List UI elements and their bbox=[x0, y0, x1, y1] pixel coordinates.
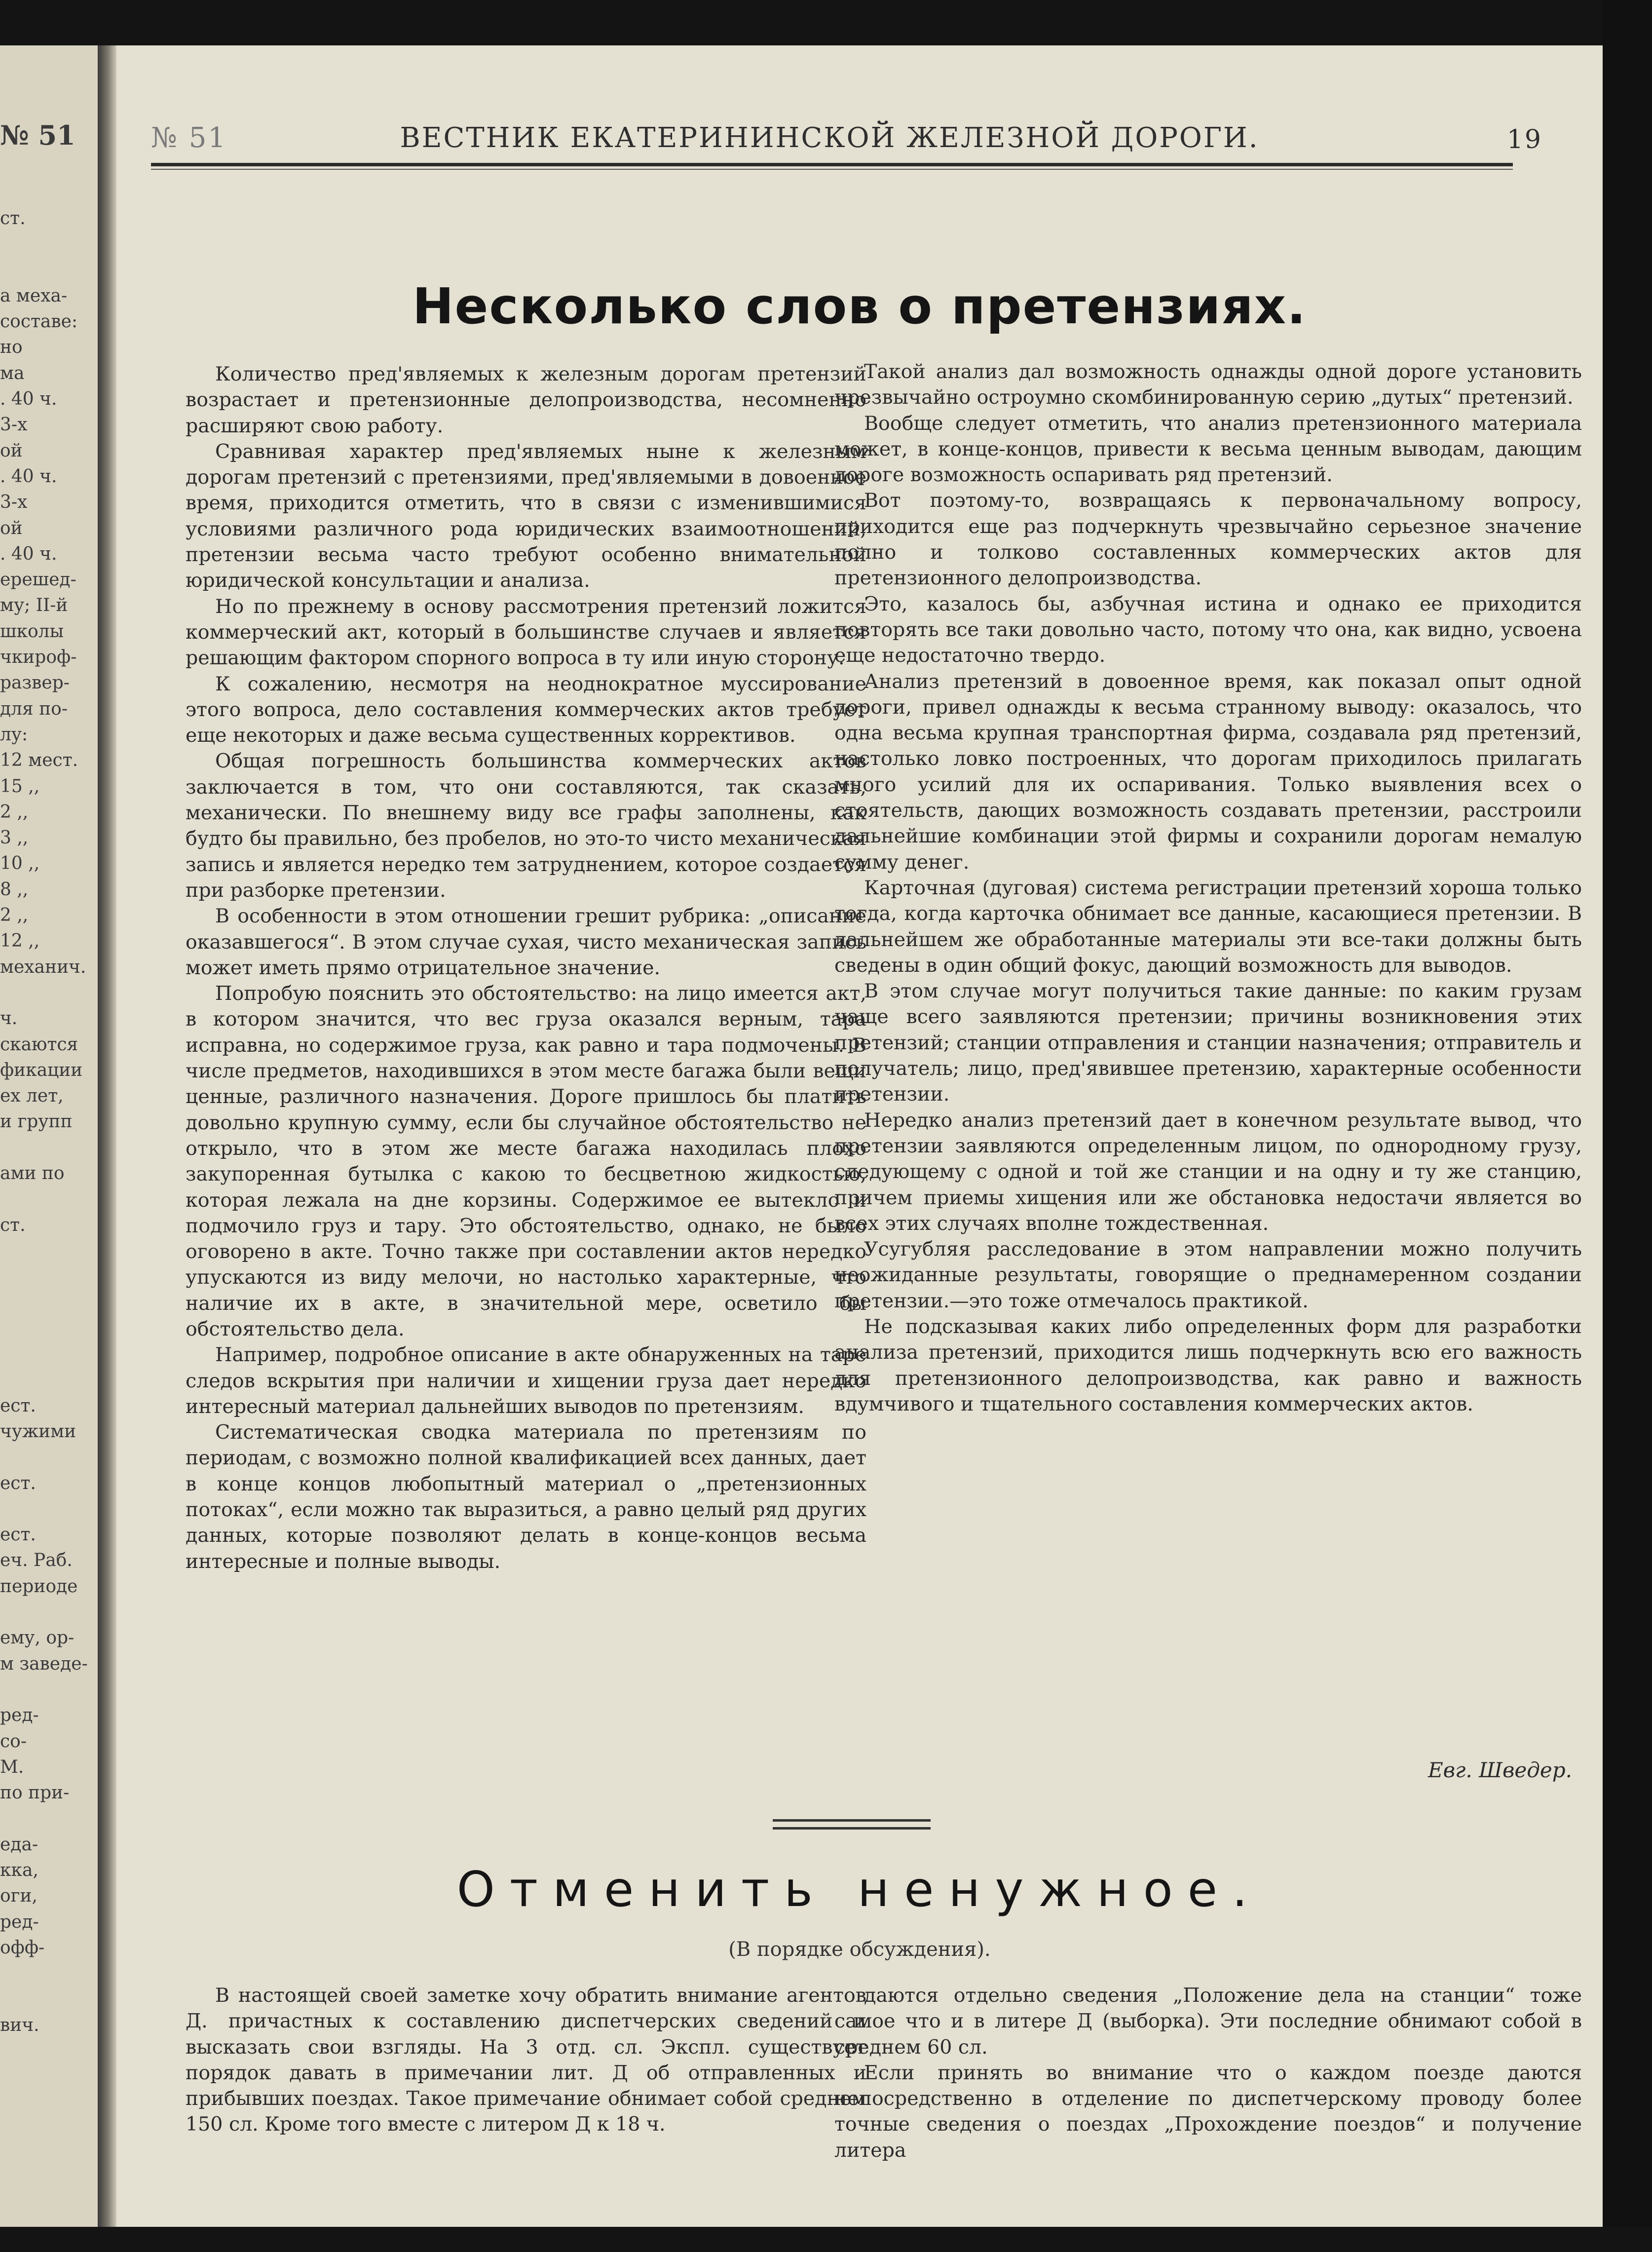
journal-page bbox=[116, 45, 1603, 2227]
author-signature: Евг. Шведер. bbox=[1428, 1758, 1572, 1782]
second-article-column-left bbox=[186, 1983, 866, 2137]
facing-page-line: ст. bbox=[0, 208, 26, 229]
facing-page-line: чкироф- bbox=[0, 647, 77, 668]
facing-page-line bbox=[0, 1290, 104, 1315]
facing-page-line: 15 ,, bbox=[0, 776, 40, 797]
facing-page-line: механич. bbox=[0, 956, 86, 977]
book-gutter bbox=[98, 45, 117, 2227]
facing-page-line: скаются bbox=[0, 1034, 78, 1055]
facing-page-line: кка, bbox=[0, 1860, 38, 1880]
facing-page-line: чужими bbox=[0, 1421, 76, 1442]
facing-page-line: и групп bbox=[0, 1111, 73, 1132]
facing-page-line: ой bbox=[0, 518, 23, 538]
facing-page-line bbox=[0, 1496, 104, 1522]
facing-page-line bbox=[0, 1600, 104, 1625]
paragraph: Систематическая сводка материала по претензиям по периодам, с возможно полной квалификацией всех данных, дает в конце концов любопытный материал о „претензионных потоках“, если можно так выразиться, а равно целый ряд других данных, которые позволяют делать в конце-концов весьма интересные и полные выводы. bbox=[186, 1421, 866, 1573]
facing-page-line: но bbox=[0, 337, 23, 358]
facing-page-line: ест. bbox=[0, 1473, 36, 1493]
facing-page-line: М. bbox=[0, 1756, 24, 1777]
scanner-bed-bottom bbox=[0, 2227, 1652, 2252]
facing-page-line: еч. Раб. bbox=[0, 1550, 73, 1571]
paragraph: Усугубляя расследование в этом направлении можно получить неожиданные результаты, говорящие о преднамеренном создании претензии.—это тоже отмечалось практикой. bbox=[834, 1238, 1582, 1312]
facing-page-line bbox=[0, 231, 104, 257]
article-column-right bbox=[834, 359, 1582, 1417]
facing-page-line: ма bbox=[0, 363, 25, 383]
scanner-bed-right bbox=[1603, 0, 1652, 2252]
facing-page-line: 3-х bbox=[0, 415, 28, 435]
paragraph: Сравнивая характер пред'являемых ныне к железным дорогам претензий с претензиями, пред'являемыми в довоенное время, приходится отметить, что в связи с изменившимися условиями различного рода юридических взаимоотношений, претензии весьма часто требуют особенно внимательной юридической консультации и анализа. bbox=[186, 440, 866, 592]
facing-page-line bbox=[0, 1186, 104, 1212]
facing-page-line bbox=[0, 258, 104, 283]
facing-page-text bbox=[0, 206, 104, 2038]
facing-page-line: 10 ,, bbox=[0, 853, 40, 874]
paragraph: Не подсказывая каких либо определенных форм для разработки анализа претензий, приходится лишь подчеркнуть всю его важность для претензионного делопроизводства, как равно и важность вдумчивого и тщательного составления коммерческих актов. bbox=[834, 1315, 1582, 1415]
paragraph: В особенности в этом отношении грешит рубрика: „описание оказавшегося“. В этом случае сухая, чисто механическая запись может иметь прямо отрицательное значение. bbox=[186, 905, 866, 979]
paragraph: В настоящей своей заметке хочу обратить внимание агентов Д. причастных к составлению диспетчерских сведений и высказать свои взгляды. На 3 отд. сл. Экспл. существует порядок давать в примечании лит. Д об отправленных и прибывших поездах. Такое примечание обнимает собой среднем 150 сл. Кроме того вместе с литером Д к 18 ч. bbox=[186, 1984, 866, 2136]
paragraph: Если принять во внимание что о каждом поезде даются непосредственно в отделение по диспетчерскому проводу более точные сведения о поездах „Прохождение поездов“ и получение литера bbox=[834, 2061, 1582, 2162]
paragraph: Карточная (дуговая) система регистрации претензий хороша только тогда, когда карточка обнимает все данные, касающиеся претензии. В дальнейшем же обработанные материалы эти все-таки должны быть сведены в один общий фокус, дающий возможность для выводов. bbox=[834, 876, 1582, 977]
facing-page-line: 2 ,, bbox=[0, 802, 29, 822]
second-article-subtitle: (В порядке обсуждения). bbox=[728, 1938, 991, 1961]
facing-page-line: для по- bbox=[0, 698, 68, 719]
facing-page-line: ест. bbox=[0, 1525, 36, 1545]
paragraph: Это, казалось бы, азбучная истина и однако ее приходится повторять все таки довольно часто, потому что она, как видно, усвоена еще недостаточно твердо. bbox=[834, 592, 1582, 667]
facing-page-line: со- bbox=[0, 1731, 27, 1752]
paragraph: Вот поэтому-то, возвращаясь к первоначальному вопросу, приходится еще раз подчеркнуть чрезвычайно серьезное значение полно и толково составленных коммерческих актов для претензионного делопроизводства. bbox=[834, 489, 1582, 590]
facing-page-line bbox=[0, 980, 104, 1006]
facing-page-line: периоде bbox=[0, 1576, 78, 1597]
paragraph: К сожалению, несмотря на неоднократное муссирование этого вопроса, дело составления коммерческих актов требует еще некоторых и даже весьма существенных коррективов. bbox=[186, 672, 866, 747]
facing-page-line: . 40 ч. bbox=[0, 543, 57, 564]
facing-page-line: 3 ,, bbox=[0, 828, 29, 848]
facing-page-line: му; II-й bbox=[0, 595, 68, 616]
section-divider bbox=[773, 1819, 931, 1822]
facing-page-line bbox=[0, 1264, 104, 1290]
paragraph: даются отдельно сведения „Положение дела на станции“ тоже самое что и в литере Д (выборка). Эти последние обнимают собой в среднем 60 сл. bbox=[834, 1984, 1582, 2059]
facing-page-line: ст. bbox=[0, 1215, 26, 1235]
paragraph: Количество пред'являемых к железным дорогам претензий возрастает и претензионные делопроизводства, несомненно расширяют свою работу. bbox=[186, 363, 866, 437]
facing-page-line bbox=[0, 1367, 104, 1393]
paragraph: Но по прежнему в основу рассмотрения претензий ложится коммерческий акт, который в большинстве случаев и является решающим фактором спорного вопроса в ту или иную сторону. bbox=[186, 595, 866, 670]
paragraph: Анализ претензий в довоенное время, как показал опыт одной дороги, привел однажды к весьма странному выводу: оказалось, что одна весьма крупная транспортная фирма, создавала ряд претензий, настолько ловко построенных, что дорогам приходилось прилагать много усилий для их оспаривания. Только выявления всех о стоятельств, дающих возможность создавать претензии, расстроили дальнейшие комбинации этой фирмы и сохранили дорогам немалую сумму денег. bbox=[834, 670, 1582, 874]
facing-page-header: № 51 bbox=[0, 119, 75, 151]
facing-page bbox=[0, 45, 105, 2227]
article-title: Несколько слов о претензиях. bbox=[412, 277, 1307, 335]
facing-page-line: 8 ,, bbox=[0, 879, 29, 900]
second-article-column-right bbox=[834, 1983, 1582, 2163]
facing-page-line: офф- bbox=[0, 1937, 45, 1958]
facing-page-line: м заведе- bbox=[0, 1653, 88, 1674]
paragraph: В этом случае могут получиться такие данные: по каким грузам чаще всего заявляются претензии; причины возникновения этих претензий; станции отправления и станции назначения; отправитель и получатель; лицо, пред'явившее претензию, характерные особенности претензии. bbox=[834, 980, 1582, 1106]
paragraph: Попробую пояснить это обстоятельство: на лицо имеется акт, в котором значится, что вес груза оказался верным, тара исправна, но содержимое груза, как равно и тара подмочены. В числе предметов, находившихся в этом месте багажа были вещи ценные, различного назначения. Дороге пришлось бы платить довольно крупную сумму, если бы случайное обстоятельство не открыло, что в этом же месте багажа находилась плохо закупоренная бутылка с какою то бесцветною жидкостью, которая лежала на дне корзины. Содержимое ее вытекло и подмочило груз и тару. Это обстоятельство, однако, не было оговорено в акте. Точно также при составлении актов нередко упускаются из виду мелочи, но настолько характерные, что наличие их в акте, в значительной мере, осветило бы обстоятельство дела. bbox=[186, 982, 866, 1340]
facing-page-line: фикации bbox=[0, 1060, 83, 1080]
facing-page-line bbox=[0, 1135, 104, 1161]
facing-page-line bbox=[0, 1986, 104, 2012]
facing-page-line: ред- bbox=[0, 1705, 39, 1726]
facing-page-line: ами по bbox=[0, 1163, 65, 1183]
paragraph: Нередко анализ претензий дает в конечном результате вывод, что претензии заявляются определенным лицом, по однородному грузу, следующему с одной и той же станции и на одну и ту же станцию, причем приемы хищения или же обстановка недостачи является во всех этих случаях вполне тождественная. bbox=[834, 1108, 1582, 1235]
facing-page-line: 12 мест. bbox=[0, 750, 78, 771]
facing-page-line: по при- bbox=[0, 1783, 70, 1803]
facing-page-line bbox=[0, 1961, 104, 1986]
facing-page-line: составе: bbox=[0, 311, 78, 332]
facing-page-line: школы bbox=[0, 621, 64, 642]
facing-page-line: ой bbox=[0, 440, 23, 461]
facing-page-line: 2 ,, bbox=[0, 905, 29, 926]
header-rule-thin bbox=[151, 169, 1513, 170]
second-article-title: Отменить ненужное. bbox=[456, 1862, 1263, 1918]
facing-page-line: ему, ор- bbox=[0, 1628, 75, 1648]
facing-page-line bbox=[0, 1341, 104, 1367]
facing-page-line: ех лет, bbox=[0, 1086, 64, 1107]
paragraph: Такой анализ дал возможность однажды одной дороге установить чрезвычайно остроумно скомбинированную серию „дутых“ претензий. bbox=[834, 360, 1582, 409]
facing-page-line: вич. bbox=[0, 2015, 39, 2035]
paragraph: Общая погрешность большинства коммерческих актов заключается в том, что они составляются, так сказать, механически. По внешнему виду все графы заполнены, как будто бы правильно, без пробелов, но это-то чисто механическая запись и является нередко тем затруднением, которое создается при разборке претензии. bbox=[186, 750, 866, 902]
facing-page-line: оги, bbox=[0, 1886, 38, 1907]
journal-title: ВЕСТНИК ЕКАТЕРИНИНСКОЙ ЖЕЛЕЗНОЙ ДОРОГИ. bbox=[400, 122, 1259, 154]
page-number: 19 bbox=[1506, 125, 1542, 154]
facing-page-line bbox=[0, 1445, 104, 1470]
facing-page-line bbox=[0, 1316, 104, 1341]
facing-page-line: ред- bbox=[0, 1911, 39, 1932]
facing-page-line: ест. bbox=[0, 1395, 36, 1416]
facing-page-line: развер- bbox=[0, 673, 70, 693]
header-rule bbox=[151, 163, 1513, 166]
facing-page-line bbox=[0, 1238, 104, 1264]
issue-number: № 51 bbox=[151, 122, 227, 154]
running-head bbox=[151, 122, 1542, 156]
facing-page-line: . 40 ч. bbox=[0, 466, 57, 487]
facing-page-line: ерешед- bbox=[0, 570, 76, 590]
facing-page-line: . 40 ч. bbox=[0, 389, 57, 410]
paragraph: Вообще следует отметить, что анализ претензионного материала может, в конце-концов, привести к весьма ценным выводам, дающим дороге возможность оспаривать ряд претензий. bbox=[834, 412, 1582, 487]
facing-page-line bbox=[0, 1677, 104, 1703]
article-column-left bbox=[186, 361, 866, 1574]
paragraph: Например, подробное описание в акте обнаруженных на таре следов вскрытия при наличии и хищении груза дает нередко интересный материал дальнейших выводов по претензиям. bbox=[186, 1343, 866, 1418]
scanner-bed-top bbox=[0, 0, 1652, 45]
section-divider bbox=[773, 1827, 931, 1830]
facing-page-line: 12 ,, bbox=[0, 931, 40, 952]
facing-page-line: лу: bbox=[0, 724, 28, 745]
facing-page-line: ч. bbox=[0, 1008, 18, 1029]
facing-page-line: а меха- bbox=[0, 285, 68, 306]
facing-page-line: еда- bbox=[0, 1834, 38, 1855]
facing-page-line bbox=[0, 1806, 104, 1832]
facing-page-line: 3-х bbox=[0, 492, 28, 513]
